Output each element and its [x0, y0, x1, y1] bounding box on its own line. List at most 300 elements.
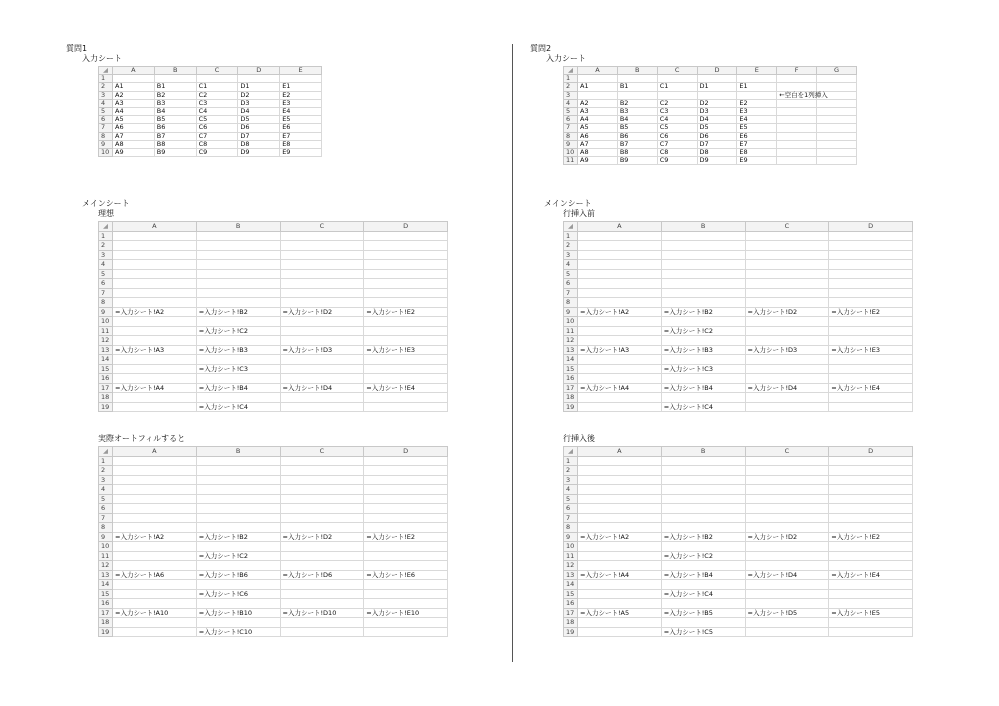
cell[interactable]: E3 — [737, 107, 777, 115]
cell[interactable]: B8 — [154, 140, 196, 148]
cell[interactable] — [364, 231, 448, 241]
cell[interactable] — [829, 402, 913, 412]
cell[interactable] — [777, 107, 817, 115]
cell[interactable] — [113, 279, 197, 289]
row-header[interactable]: 18 — [564, 393, 578, 403]
cell[interactable]: C6 — [196, 124, 238, 132]
row-header[interactable]: 14 — [564, 355, 578, 365]
select-all-corner[interactable]: ◢ — [99, 67, 113, 75]
row-header[interactable]: 17 — [99, 608, 113, 618]
cell[interactable] — [745, 523, 829, 533]
row-header[interactable]: 1 — [564, 231, 578, 241]
cell[interactable] — [364, 336, 448, 346]
cell[interactable]: =入力シート!D2 — [280, 307, 364, 317]
row-header[interactable]: 4 — [99, 260, 113, 270]
cell[interactable]: D5 — [697, 124, 737, 132]
cell[interactable] — [661, 374, 745, 384]
cell[interactable] — [364, 494, 448, 504]
cell[interactable]: E8 — [280, 140, 322, 148]
row-header[interactable]: 13 — [99, 345, 113, 355]
cell[interactable]: D6 — [697, 132, 737, 140]
cell[interactable] — [364, 241, 448, 251]
cell[interactable] — [817, 148, 857, 156]
row-header[interactable]: 3 — [99, 250, 113, 260]
cell[interactable]: C9 — [196, 148, 238, 156]
cell[interactable]: =入力シート!E3 — [364, 345, 448, 355]
cell[interactable] — [829, 494, 913, 504]
row-header[interactable]: 5 — [99, 494, 113, 504]
cell[interactable] — [196, 485, 280, 495]
cell[interactable] — [661, 494, 745, 504]
cell[interactable] — [817, 116, 857, 124]
cell[interactable]: A5 — [578, 124, 618, 132]
cell[interactable]: C7 — [657, 140, 697, 148]
cell[interactable] — [578, 336, 662, 346]
cell[interactable] — [745, 279, 829, 289]
cell[interactable]: C2 — [657, 99, 697, 107]
cell[interactable]: =入力シート!B6 — [196, 570, 280, 580]
cell[interactable]: A1 — [113, 83, 155, 91]
cell[interactable]: A4 — [578, 116, 618, 124]
column-header-a[interactable]: A — [113, 67, 155, 75]
row-header[interactable]: 17 — [564, 608, 578, 618]
cell[interactable] — [196, 475, 280, 485]
cell[interactable]: =入力シート!E4 — [364, 383, 448, 393]
cell[interactable] — [817, 75, 857, 83]
cell[interactable]: =入力シート!D3 — [745, 345, 829, 355]
cell[interactable] — [578, 317, 662, 327]
row-header[interactable]: 8 — [564, 298, 578, 308]
cell[interactable] — [829, 475, 913, 485]
select-all-corner[interactable]: ◢ — [564, 447, 578, 457]
cell[interactable] — [364, 523, 448, 533]
cell[interactable]: =入力シート!A5 — [578, 608, 662, 618]
cell[interactable]: D9 — [697, 157, 737, 165]
row-header[interactable]: 1 — [99, 75, 113, 83]
row-header[interactable]: 5 — [564, 107, 578, 115]
column-header-c[interactable]: C — [196, 67, 238, 75]
row-header[interactable]: 8 — [564, 523, 578, 533]
cell[interactable] — [280, 618, 364, 628]
row-header[interactable]: 1 — [99, 456, 113, 466]
cell[interactable]: =入力シート!B2 — [196, 307, 280, 317]
column-header-a[interactable]: A — [113, 447, 197, 457]
cell[interactable] — [829, 599, 913, 609]
cell[interactable] — [578, 599, 662, 609]
cell[interactable] — [745, 355, 829, 365]
select-all-corner[interactable]: ◢ — [564, 67, 578, 75]
cell[interactable]: B1 — [154, 83, 196, 91]
row-header[interactable]: 8 — [99, 523, 113, 533]
cell[interactable]: A2 — [578, 99, 618, 107]
cell[interactable] — [777, 132, 817, 140]
cell[interactable]: B6 — [154, 124, 196, 132]
cell[interactable]: =入力シート!A4 — [578, 570, 662, 580]
cell[interactable] — [364, 374, 448, 384]
cell[interactable] — [280, 589, 364, 599]
row-header[interactable]: 11 — [564, 326, 578, 336]
cell[interactable] — [578, 250, 662, 260]
cell[interactable]: =入力シート!C2 — [196, 326, 280, 336]
cell[interactable] — [113, 336, 197, 346]
cell[interactable] — [364, 326, 448, 336]
cell[interactable]: B4 — [617, 116, 657, 124]
row-header[interactable]: 7 — [99, 513, 113, 523]
cell[interactable] — [196, 231, 280, 241]
cell[interactable]: D6 — [238, 124, 280, 132]
cell[interactable] — [364, 279, 448, 289]
cell[interactable] — [829, 393, 913, 403]
cell[interactable] — [661, 355, 745, 365]
cell[interactable] — [113, 523, 197, 533]
row-header[interactable]: 8 — [99, 298, 113, 308]
cell[interactable]: D2 — [697, 99, 737, 107]
cell[interactable]: =入力シート!E5 — [829, 608, 913, 618]
cell[interactable]: =入力シート!C3 — [196, 364, 280, 374]
cell[interactable]: =入力シート!B5 — [661, 608, 745, 618]
row-header[interactable]: 19 — [99, 402, 113, 412]
cell[interactable]: =入力シート!E4 — [829, 570, 913, 580]
cell[interactable] — [745, 326, 829, 336]
cell[interactable] — [280, 402, 364, 412]
row-header[interactable]: 9 — [99, 307, 113, 317]
column-header-c[interactable]: C — [280, 222, 364, 232]
cell[interactable] — [196, 513, 280, 523]
cell[interactable] — [661, 241, 745, 251]
cell[interactable] — [829, 336, 913, 346]
cell[interactable]: E6 — [280, 124, 322, 132]
cell[interactable] — [280, 494, 364, 504]
cell[interactable] — [661, 260, 745, 270]
cell[interactable] — [578, 618, 662, 628]
cell[interactable] — [364, 317, 448, 327]
cell[interactable]: D9 — [238, 148, 280, 156]
cell[interactable] — [280, 298, 364, 308]
cell[interactable]: D7 — [697, 140, 737, 148]
row-header[interactable]: 4 — [99, 485, 113, 495]
cell[interactable] — [745, 231, 829, 241]
column-header-e[interactable]: E — [280, 67, 322, 75]
cell[interactable]: C2 — [196, 91, 238, 99]
cell[interactable] — [364, 355, 448, 365]
cell[interactable]: B3 — [154, 99, 196, 107]
row-header[interactable]: 9 — [99, 140, 113, 148]
cell[interactable] — [829, 279, 913, 289]
cell[interactable] — [829, 250, 913, 260]
cell[interactable]: A9 — [113, 148, 155, 156]
cell[interactable] — [745, 618, 829, 628]
cell[interactable]: =入力シート!D5 — [745, 608, 829, 618]
row-header[interactable]: 13 — [564, 345, 578, 355]
cell[interactable] — [817, 107, 857, 115]
cell[interactable] — [661, 561, 745, 571]
cell[interactable]: D3 — [238, 99, 280, 107]
column-header-a[interactable]: A — [578, 222, 662, 232]
cell[interactable] — [578, 485, 662, 495]
column-header-a[interactable]: A — [113, 222, 197, 232]
cell[interactable] — [745, 364, 829, 374]
cell[interactable] — [661, 580, 745, 590]
cell[interactable] — [196, 580, 280, 590]
cell[interactable] — [829, 561, 913, 571]
cell[interactable] — [829, 298, 913, 308]
row-header[interactable]: 8 — [99, 132, 113, 140]
cell[interactable] — [578, 364, 662, 374]
row-header[interactable]: 6 — [564, 504, 578, 514]
row-header[interactable]: 4 — [564, 99, 578, 107]
cell[interactable] — [745, 580, 829, 590]
cell[interactable] — [829, 364, 913, 374]
column-header-g[interactable]: G — [817, 67, 857, 75]
row-header[interactable]: 8 — [564, 132, 578, 140]
cell[interactable] — [661, 466, 745, 476]
cell[interactable] — [364, 364, 448, 374]
cell[interactable] — [829, 355, 913, 365]
cell[interactable] — [113, 513, 197, 523]
cell[interactable] — [113, 231, 197, 241]
cell[interactable] — [777, 116, 817, 124]
cell[interactable] — [196, 618, 280, 628]
row-header[interactable]: 5 — [564, 494, 578, 504]
row-header[interactable]: 10 — [99, 148, 113, 156]
cell[interactable] — [661, 485, 745, 495]
cell[interactable] — [661, 231, 745, 241]
cell[interactable] — [280, 599, 364, 609]
cell[interactable] — [578, 456, 662, 466]
row-header[interactable]: 17 — [564, 383, 578, 393]
cell[interactable] — [745, 269, 829, 279]
row-header[interactable]: 6 — [564, 279, 578, 289]
cell[interactable]: E1 — [280, 83, 322, 91]
cell[interactable] — [745, 494, 829, 504]
row-header[interactable]: 15 — [564, 364, 578, 374]
cell[interactable]: D7 — [238, 132, 280, 140]
cell[interactable] — [364, 618, 448, 628]
column-header-c[interactable]: C — [745, 447, 829, 457]
cell[interactable] — [661, 618, 745, 628]
cell[interactable] — [113, 627, 197, 637]
row-header[interactable]: 14 — [99, 355, 113, 365]
cell[interactable]: =入力シート!E2 — [364, 307, 448, 317]
cell[interactable] — [196, 561, 280, 571]
row-header[interactable]: 1 — [564, 456, 578, 466]
cell[interactable] — [745, 551, 829, 561]
cell[interactable] — [280, 317, 364, 327]
cell[interactable]: =入力シート!B2 — [661, 307, 745, 317]
cell[interactable] — [280, 466, 364, 476]
cell[interactable] — [196, 494, 280, 504]
cell[interactable] — [578, 298, 662, 308]
cell[interactable]: =入力シート!C5 — [661, 627, 745, 637]
cell[interactable] — [745, 374, 829, 384]
row-header[interactable]: 1 — [564, 75, 578, 83]
cell[interactable]: B8 — [617, 148, 657, 156]
cell[interactable] — [113, 475, 197, 485]
cell[interactable] — [113, 466, 197, 476]
cell[interactable] — [364, 561, 448, 571]
row-header[interactable]: 2 — [564, 466, 578, 476]
cell[interactable] — [817, 132, 857, 140]
cell[interactable] — [661, 336, 745, 346]
column-header-d[interactable]: D — [364, 447, 448, 457]
row-header[interactable]: 10 — [99, 317, 113, 327]
cell[interactable] — [745, 260, 829, 270]
cell[interactable] — [113, 561, 197, 571]
cell[interactable] — [196, 599, 280, 609]
cell[interactable] — [829, 241, 913, 251]
cell[interactable] — [578, 551, 662, 561]
cell[interactable] — [829, 523, 913, 533]
column-header-d[interactable]: D — [829, 222, 913, 232]
row-header[interactable]: 5 — [564, 269, 578, 279]
row-header[interactable]: 9 — [99, 532, 113, 542]
cell[interactable]: =入力シート!A2 — [113, 307, 197, 317]
cell[interactable] — [364, 504, 448, 514]
row-header[interactable]: 10 — [564, 317, 578, 327]
cell[interactable]: E4 — [737, 116, 777, 124]
cell[interactable] — [829, 589, 913, 599]
cell[interactable] — [280, 542, 364, 552]
cell[interactable]: A7 — [113, 132, 155, 140]
cell[interactable]: D8 — [697, 148, 737, 156]
cell[interactable] — [745, 241, 829, 251]
cell[interactable] — [280, 561, 364, 571]
cell[interactable] — [745, 317, 829, 327]
cell[interactable]: C5 — [657, 124, 697, 132]
cell[interactable] — [578, 504, 662, 514]
cell[interactable] — [113, 494, 197, 504]
row-header[interactable]: 7 — [564, 513, 578, 523]
row-header[interactable]: 13 — [99, 570, 113, 580]
cell[interactable]: E5 — [737, 124, 777, 132]
cell[interactable]: =入力シート!E2 — [829, 307, 913, 317]
row-header[interactable]: 3 — [564, 475, 578, 485]
row-header[interactable]: 18 — [99, 393, 113, 403]
row-header[interactable]: 12 — [99, 561, 113, 571]
cell[interactable] — [661, 513, 745, 523]
select-all-corner[interactable]: ◢ — [99, 222, 113, 232]
cell[interactable]: =入力シート!A2 — [578, 532, 662, 542]
cell[interactable] — [364, 250, 448, 260]
cell[interactable] — [280, 580, 364, 590]
cell[interactable] — [364, 456, 448, 466]
cell[interactable] — [829, 317, 913, 327]
cell[interactable] — [364, 269, 448, 279]
row-header[interactable]: 5 — [99, 269, 113, 279]
row-header[interactable]: 19 — [564, 627, 578, 637]
cell[interactable] — [777, 140, 817, 148]
cell[interactable]: =入力シート!A4 — [578, 383, 662, 393]
cell[interactable] — [578, 374, 662, 384]
cell[interactable]: =入力シート!B4 — [661, 383, 745, 393]
cell[interactable] — [364, 475, 448, 485]
row-header[interactable]: 7 — [99, 124, 113, 132]
cell[interactable] — [661, 298, 745, 308]
column-header-d[interactable]: D — [238, 67, 280, 75]
cell[interactable] — [280, 231, 364, 241]
cell[interactable] — [745, 475, 829, 485]
cell[interactable] — [364, 485, 448, 495]
cell[interactable] — [113, 402, 197, 412]
cell[interactable] — [196, 456, 280, 466]
cell[interactable]: =入力シート!D10 — [280, 608, 364, 618]
cell[interactable]: A4 — [113, 107, 155, 115]
cell[interactable]: =入力シート!C4 — [196, 402, 280, 412]
cell[interactable] — [817, 157, 857, 165]
column-header-c[interactable]: C — [657, 67, 697, 75]
row-header[interactable]: 2 — [99, 466, 113, 476]
cell[interactable]: D4 — [238, 107, 280, 115]
cell[interactable] — [364, 580, 448, 590]
cell[interactable] — [745, 466, 829, 476]
cell[interactable]: =入力シート!C10 — [196, 627, 280, 637]
cell[interactable] — [661, 317, 745, 327]
cell[interactable] — [280, 504, 364, 514]
cell[interactable]: C4 — [657, 116, 697, 124]
cell[interactable]: D8 — [238, 140, 280, 148]
row-header[interactable]: 9 — [564, 140, 578, 148]
cell[interactable] — [745, 485, 829, 495]
column-header-e[interactable]: E — [737, 67, 777, 75]
cell[interactable] — [578, 241, 662, 251]
cell[interactable] — [113, 298, 197, 308]
column-header-b[interactable]: B — [661, 222, 745, 232]
cell[interactable]: =入力シート!B2 — [196, 532, 280, 542]
cell[interactable] — [661, 456, 745, 466]
cell[interactable]: =入力シート!B4 — [196, 383, 280, 393]
row-header[interactable]: 10 — [564, 542, 578, 552]
column-header-b[interactable]: B — [661, 447, 745, 457]
cell[interactable] — [578, 466, 662, 476]
cell[interactable]: E9 — [280, 148, 322, 156]
row-header[interactable]: 15 — [99, 364, 113, 374]
cell[interactable]: E6 — [737, 132, 777, 140]
row-header[interactable]: 11 — [564, 157, 578, 165]
cell[interactable]: =入力シート!A3 — [113, 345, 197, 355]
cell[interactable]: =入力シート!D3 — [280, 345, 364, 355]
select-all-corner[interactable]: ◢ — [564, 222, 578, 232]
cell[interactable] — [113, 250, 197, 260]
cell[interactable] — [280, 260, 364, 270]
cell[interactable]: B7 — [154, 132, 196, 140]
row-header[interactable]: 6 — [99, 116, 113, 124]
cell[interactable] — [113, 542, 197, 552]
cell[interactable] — [829, 485, 913, 495]
cell[interactable] — [578, 494, 662, 504]
cell[interactable]: =入力シート!C2 — [196, 551, 280, 561]
column-header-b[interactable]: B — [617, 67, 657, 75]
cell[interactable] — [364, 542, 448, 552]
cell[interactable]: C4 — [196, 107, 238, 115]
column-header-f[interactable]: F — [777, 67, 817, 75]
row-header[interactable]: 4 — [564, 260, 578, 270]
cell[interactable]: =入力シート!D2 — [745, 532, 829, 542]
cell[interactable] — [280, 269, 364, 279]
cell[interactable]: A3 — [578, 107, 618, 115]
cell[interactable] — [777, 83, 817, 91]
cell[interactable] — [578, 355, 662, 365]
column-header-b[interactable]: B — [196, 222, 280, 232]
row-header[interactable]: 4 — [564, 485, 578, 495]
cell[interactable]: B2 — [154, 91, 196, 99]
cell[interactable] — [364, 393, 448, 403]
cell[interactable]: E1 — [737, 83, 777, 91]
cell[interactable]: C1 — [196, 83, 238, 91]
cell[interactable]: D4 — [697, 116, 737, 124]
cell[interactable]: B3 — [617, 107, 657, 115]
row-header[interactable]: 19 — [564, 402, 578, 412]
cell[interactable] — [364, 589, 448, 599]
